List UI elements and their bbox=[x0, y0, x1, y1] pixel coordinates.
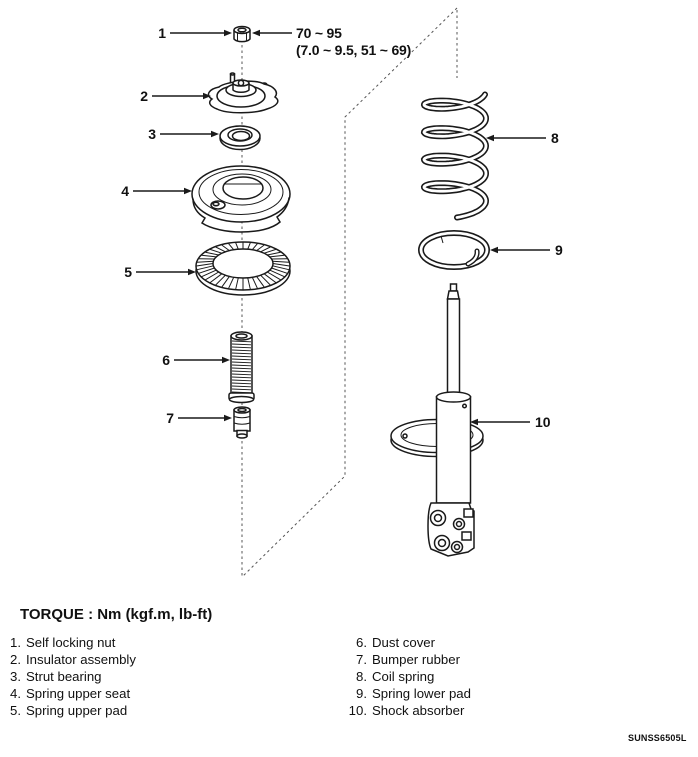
legend-item-number: 10. bbox=[348, 703, 367, 718]
callout-number-8: 8 bbox=[551, 130, 559, 146]
callout-7 bbox=[166, 410, 232, 426]
legend-item-label: Self locking nut bbox=[26, 635, 116, 650]
callout-4 bbox=[121, 183, 192, 199]
legend-item-number: 4. bbox=[10, 686, 21, 701]
callout-number-1: 1 bbox=[158, 25, 166, 41]
legend-item-label: Dust cover bbox=[372, 635, 436, 650]
callout-number-5: 5 bbox=[124, 264, 132, 280]
callout-10 bbox=[470, 414, 551, 430]
legend-item-label: Spring lower pad bbox=[372, 686, 471, 701]
legend-item-label: Coil spring bbox=[372, 669, 435, 684]
callout-9 bbox=[490, 242, 563, 258]
callout-number-3: 3 bbox=[148, 126, 156, 142]
part-7-bumper-rubber-drawing bbox=[234, 407, 250, 438]
part-8-coil-spring-drawing bbox=[424, 95, 486, 218]
legend-item bbox=[7, 668, 136, 685]
legend-item-number: 9. bbox=[356, 686, 367, 701]
callout-number-4: 4 bbox=[121, 183, 129, 199]
part-9-spring-lower-pad-drawing bbox=[421, 233, 487, 267]
legend-item bbox=[340, 668, 471, 685]
callout-3 bbox=[148, 126, 219, 142]
callout-number-10: 10 bbox=[535, 414, 551, 430]
part-1-self-locking-nut-drawing bbox=[234, 27, 250, 42]
coil-spring-wire bbox=[424, 95, 486, 218]
callout-6 bbox=[162, 352, 230, 368]
callout-number-6: 6 bbox=[162, 352, 170, 368]
callout-number-9: 9 bbox=[555, 242, 563, 258]
legend-item-number: 3. bbox=[10, 669, 21, 684]
legend-item-number: 8. bbox=[356, 669, 367, 684]
torque-callout bbox=[252, 25, 411, 58]
torque-units-note: TORQUE : Nm (kgf.m, lb-ft) bbox=[20, 606, 213, 623]
arrowhead-right-icon bbox=[222, 357, 230, 363]
legend-item-label: Bumper rubber bbox=[372, 652, 460, 667]
legend-item-label: Shock absorber bbox=[372, 703, 465, 718]
legend-item-label: Insulator assembly bbox=[26, 652, 136, 667]
callout-8 bbox=[486, 130, 559, 146]
callout-1 bbox=[158, 25, 232, 41]
arrowhead-right-icon bbox=[188, 269, 196, 275]
legend-item-number: 5. bbox=[10, 703, 21, 718]
legend-item bbox=[7, 702, 136, 719]
legend-item-number: 2. bbox=[10, 652, 21, 667]
part-4-spring-upper-seat-drawing bbox=[192, 166, 290, 232]
arrowhead-right-icon bbox=[224, 415, 232, 421]
callout-number-2: 2 bbox=[140, 88, 148, 104]
callout-2 bbox=[140, 88, 211, 104]
legend-item bbox=[340, 702, 471, 719]
callout-5 bbox=[124, 264, 196, 280]
legend-item bbox=[340, 634, 471, 651]
arrowhead-right-icon bbox=[224, 30, 232, 36]
part-3-strut-bearing-drawing bbox=[220, 126, 260, 150]
legend-column-left bbox=[7, 634, 136, 719]
figure-code: SUNSS6505L bbox=[628, 733, 687, 743]
legend-item bbox=[7, 634, 136, 651]
legend-item-label: Spring upper seat bbox=[26, 686, 131, 701]
legend-item-number: 7. bbox=[356, 652, 367, 667]
torque-value-detail: (7.0 ~ 9.5, 51 ~ 69) bbox=[296, 42, 412, 58]
torque-value-nm: 70 ~ 95 bbox=[296, 25, 342, 41]
part-10-shock-absorber-drawing bbox=[391, 284, 483, 556]
part-6-dust-cover-drawing bbox=[229, 332, 254, 403]
arrowhead-left-icon bbox=[252, 30, 260, 36]
legend-item-number: 6. bbox=[356, 635, 367, 650]
legend-item bbox=[340, 651, 471, 668]
legend-item bbox=[7, 685, 136, 702]
legend-column-right bbox=[340, 634, 471, 719]
arrowhead-left-icon bbox=[490, 247, 498, 253]
arrowhead-right-icon bbox=[184, 188, 192, 194]
legend-item-number: 1. bbox=[10, 635, 21, 650]
part-2-insulator-assembly-drawing bbox=[208, 73, 277, 113]
arrowhead-right-icon bbox=[211, 131, 219, 137]
legend-item-label: Spring upper pad bbox=[26, 703, 128, 718]
legend-item bbox=[340, 685, 471, 702]
legend-item-label: Strut bearing bbox=[26, 669, 102, 684]
part-5-spring-upper-pad-drawing bbox=[196, 242, 290, 295]
legend-item bbox=[7, 651, 136, 668]
callout-number-7: 7 bbox=[166, 410, 174, 426]
